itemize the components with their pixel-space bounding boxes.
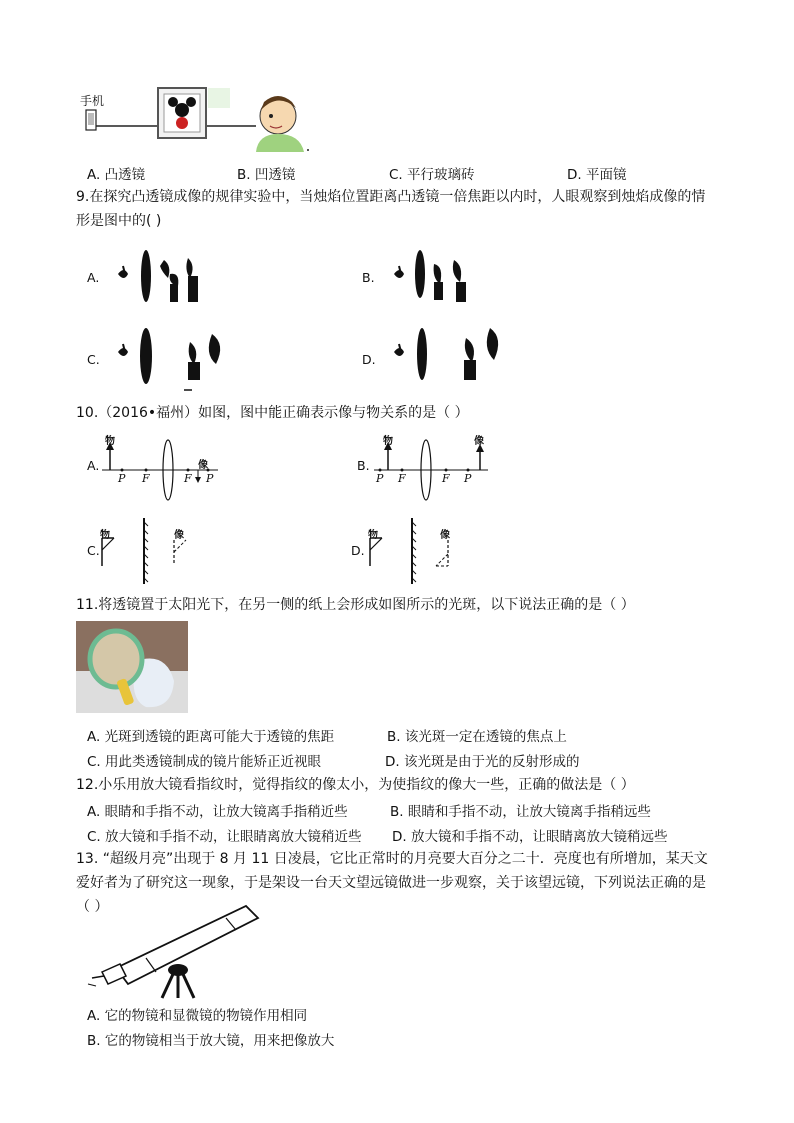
q10a-p1: P xyxy=(118,472,126,485)
q10a-f2: F xyxy=(184,472,192,485)
q10b-f1: F xyxy=(398,472,406,485)
q10-figure-c xyxy=(100,516,200,586)
q10a-obj-label: 物 xyxy=(105,436,115,447)
q8-option-a[interactable]: A. 凸透镜 xyxy=(87,167,146,183)
q12-option-a[interactable]: A. 眼睛和手指不动，让放大镜离手指稍近些 xyxy=(87,804,348,820)
q8-option-c[interactable]: C. 平行玻璃砖 xyxy=(389,167,475,183)
q9-label-a[interactable]: A. xyxy=(87,270,100,285)
q13-telescope-figure xyxy=(86,898,266,998)
q10c-img-label: 像 xyxy=(174,530,184,541)
q11-text: 11.将透镜置于太阳光下，在另一侧的纸上会形成如图所示的光斑，以下说法正确的是（ ） xyxy=(76,597,635,613)
q10a-p2: P xyxy=(206,472,214,485)
q10b-p2: P xyxy=(464,472,472,485)
q10d-img-label: 像 xyxy=(440,530,450,541)
q10b-img-label: 像 xyxy=(474,436,484,447)
q9-label-d[interactable]: D. xyxy=(362,352,376,367)
q9-figure-c xyxy=(112,326,232,392)
q10-figure-a xyxy=(100,432,220,502)
q12-text: 12.小乐用放大镜看指纹时，觉得指纹的像太小，为使指纹的像大一些，正确的做法是（ ） xyxy=(76,777,635,793)
q10d-obj-label: 物 xyxy=(368,530,378,541)
q10a-img-label: 像 xyxy=(198,460,208,471)
q8-option-b[interactable]: B. 凹透镜 xyxy=(237,167,296,183)
q10-label-d[interactable]: D. xyxy=(351,543,365,558)
q9-text: 9.在探究凸透镜成像的规律实验中，当烛焰位置距离凸透镜一倍焦距以内时，人眼观察到烛焰成像的情形是图中的( ) xyxy=(76,189,706,229)
q10-figure-b xyxy=(372,432,492,502)
q10-figure-d xyxy=(368,516,468,586)
q10-text: 10.（2016•福州）如图，图中能正确表示像与物关系的是（ ） xyxy=(76,405,469,421)
q11-option-c[interactable]: C. 用此类透镜制成的镜片能矫正近视眼 xyxy=(87,754,322,770)
q13-option-b[interactable]: B. 它的物镜相当于放大镜，用来把像放大 xyxy=(87,1033,335,1049)
q8-figure xyxy=(78,86,318,152)
q8-option-d[interactable]: D. 平面镜 xyxy=(567,167,627,183)
q12-option-d[interactable]: D. 放大镜和手指不动，让眼睛离放大镜稍远些 xyxy=(392,829,668,845)
q10b-p1: P xyxy=(376,472,384,485)
q9-label-c[interactable]: C. xyxy=(87,352,100,367)
q10b-f2: F xyxy=(442,472,450,485)
q12-option-c[interactable]: C. 放大镜和手指不动，让眼睛离放大镜稍近些 xyxy=(87,829,362,845)
q11-photo xyxy=(76,621,188,713)
q11-option-d[interactable]: D. 该光斑是由于光的反射形成的 xyxy=(385,754,580,770)
q13-option-a[interactable]: A. 它的物镜和显微镜的物镜作用相同 xyxy=(87,1008,308,1024)
phone-label: 手机 xyxy=(80,94,105,108)
q10c-obj-label: 物 xyxy=(100,530,110,541)
q8-diagram xyxy=(78,86,318,152)
q10-label-c[interactable]: C. xyxy=(87,543,100,558)
q9-figure-b xyxy=(388,248,498,308)
q10-label-b[interactable]: B. xyxy=(357,458,370,473)
q9-label-b[interactable]: B. xyxy=(362,270,375,285)
q10-label-a[interactable]: A. xyxy=(87,458,100,473)
q9-figure-d xyxy=(388,326,518,386)
q11-option-b[interactable]: B. 该光斑一定在透镜的焦点上 xyxy=(387,729,567,745)
q11-option-a[interactable]: A. 光斑到透镜的距离可能大于透镜的焦距 xyxy=(87,729,335,745)
q12-option-b[interactable]: B. 眼睛和手指不动，让放大镜离手指稍远些 xyxy=(390,804,651,820)
q13-text: 13. “超级月亮”出现于 8 月 11 日凌晨，它比正常时的月亮要大百分之二十．亮度也有所增加，某天文爱好者为了研究这一现象，于是架设一台天文望远镜做进一步观察，关于该望远镜，下列说法正确的是（ ） xyxy=(76,851,708,915)
q10a-f1: F xyxy=(142,472,150,485)
q9-figure-a xyxy=(112,248,222,308)
q10b-obj-label: 物 xyxy=(383,436,393,447)
